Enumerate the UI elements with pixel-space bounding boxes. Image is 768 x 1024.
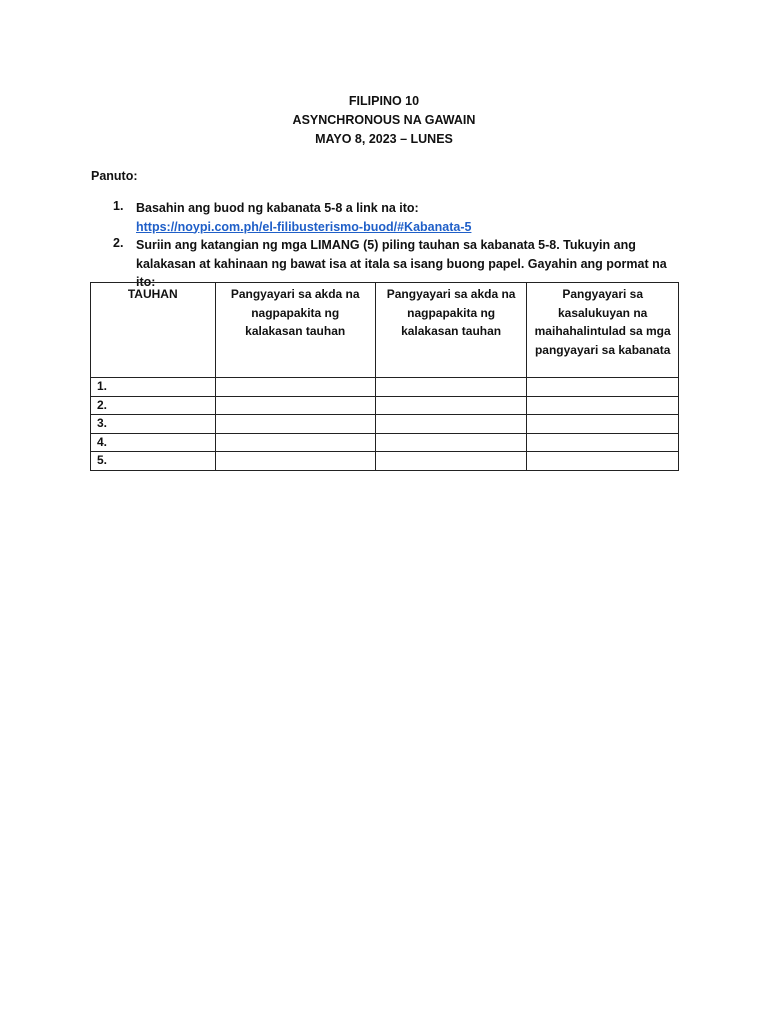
table-header-row	[91, 283, 679, 378]
header-akda-kalakasan-1: Pangyayari sa akda na nagpapakita ng kalakasan tauhan	[215, 283, 375, 378]
table-cell	[215, 433, 375, 452]
kabanata-link[interactable]: https://noypi.com.ph/el-filibusterismo-buod/#Kabanata-5	[136, 219, 472, 234]
character-analysis-table	[90, 282, 679, 471]
table-row	[91, 378, 679, 397]
instruction-2-number: 2.	[113, 236, 124, 250]
table-row	[91, 452, 679, 471]
table-cell	[215, 452, 375, 471]
row-number-cell: 3.	[91, 415, 216, 434]
table-cell	[527, 396, 679, 415]
row-number-cell: 1.	[91, 378, 216, 397]
table-row	[91, 415, 679, 434]
header-akda-kalakasan-2: Pangyayari sa akda na nagpapakita ng kalakasan tauhan	[375, 283, 526, 378]
instruction-1	[136, 199, 681, 236]
activity-title: ASYNCHRONOUS NA GAWAIN	[292, 113, 476, 127]
table-cell	[375, 415, 526, 434]
row-number-cell: 5.	[91, 452, 216, 471]
table-cell	[215, 415, 375, 434]
instruction-1-number: 1.	[113, 199, 124, 213]
table-cell	[375, 433, 526, 452]
row-number-cell: 2.	[91, 396, 216, 415]
header-kasalukuyan: Pangyayari sa kasalukuyan na maihahalintulad sa mga pangyayari sa kabanata	[527, 283, 679, 378]
instruction-1-text: Basahin ang buod ng kabanata 5-8 a link na ito:	[136, 201, 419, 215]
table-cell	[375, 452, 526, 471]
table-cell	[527, 452, 679, 471]
table-cell	[527, 378, 679, 397]
subject-title: FILIPINO 10	[348, 94, 420, 108]
instructions-label: Panuto:	[91, 169, 138, 183]
table-cell	[375, 396, 526, 415]
table-row	[91, 396, 679, 415]
table-row	[91, 433, 679, 452]
table-cell	[215, 378, 375, 397]
header-tauhan: TAUHAN	[91, 283, 216, 378]
date-line: MAYO 8, 2023 – LUNES	[315, 132, 453, 146]
table-cell	[527, 433, 679, 452]
table-cell	[215, 396, 375, 415]
instruction-2-text: Suriin ang katangian ng mga LIMANG (5) piling tauhan sa kabanata 5-8. Tukuyin ang kalakasan at kahinaan ng bawat isa at itala sa isang buong papel. Gayahin ang pormat na ito:	[136, 238, 667, 289]
table-cell	[375, 378, 526, 397]
table-cell	[527, 415, 679, 434]
row-number-cell: 4.	[91, 433, 216, 452]
